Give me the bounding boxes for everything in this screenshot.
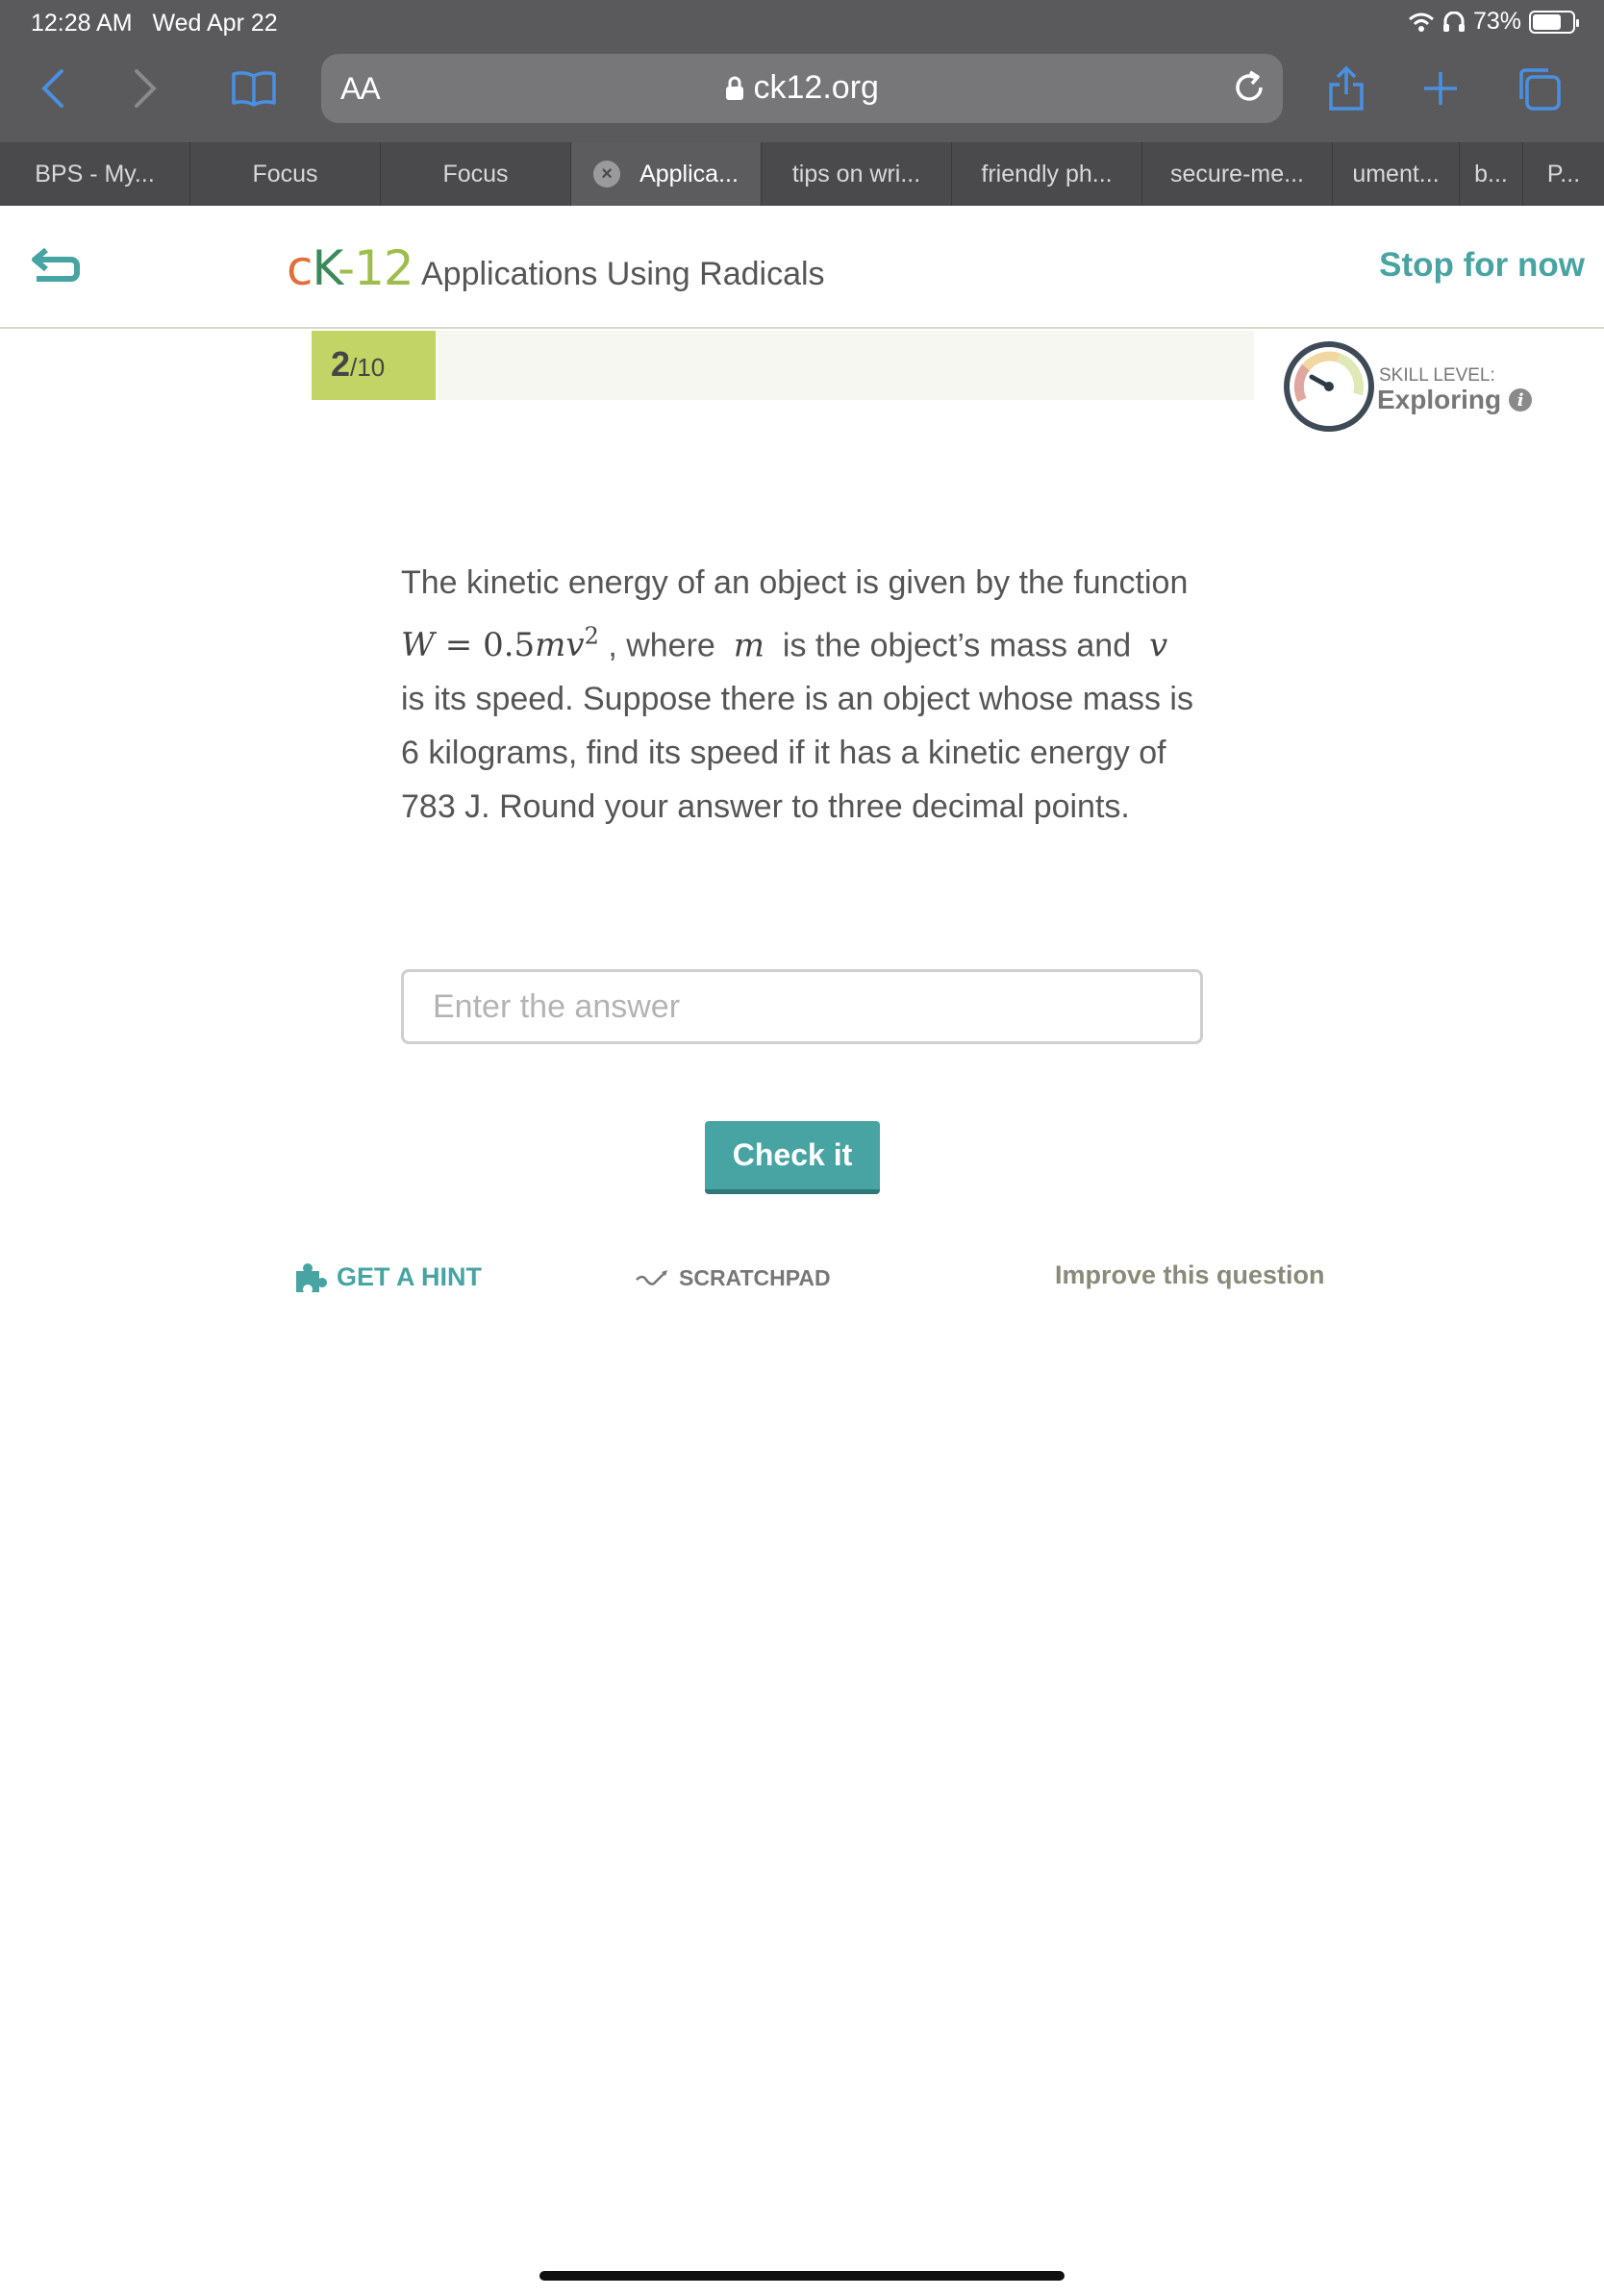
variable-m: m bbox=[733, 626, 764, 665]
tab-item[interactable] bbox=[190, 142, 381, 206]
stop-for-now-button[interactable]: Stop for now bbox=[1379, 246, 1585, 284]
tab-item[interactable] bbox=[952, 142, 1142, 206]
skill-gauge bbox=[1283, 340, 1375, 437]
improve-question-link[interactable] bbox=[1055, 1260, 1325, 1290]
ck12-logo[interactable]: cK-12 bbox=[287, 240, 414, 296]
check-it-button[interactable]: Check it bbox=[705, 1121, 880, 1194]
tab-label: P... bbox=[1546, 160, 1581, 187]
progress-current: 2 bbox=[331, 344, 351, 384]
variable-v: v bbox=[1149, 626, 1168, 665]
tab-item[interactable] bbox=[1523, 142, 1604, 206]
tab-label: secure-me... bbox=[1170, 160, 1304, 187]
tab-label: tips on wri... bbox=[791, 160, 921, 187]
bookmarks-button[interactable] bbox=[225, 60, 283, 117]
url-display[interactable] bbox=[321, 69, 1283, 107]
improve-label: Improve this question bbox=[1055, 1260, 1325, 1289]
question-part1: The kinetic energy of an object is given by the function bbox=[401, 564, 1189, 601]
address-bar[interactable] bbox=[321, 54, 1283, 123]
formula-coefficient: 0.5 bbox=[483, 626, 536, 665]
puzzle-icon bbox=[292, 1260, 327, 1294]
scratchpad-label: SCRATCHPAD bbox=[679, 1265, 831, 1290]
page-title: Applications Using Radicals bbox=[421, 256, 825, 292]
formula bbox=[401, 623, 599, 665]
get-a-hint-button[interactable] bbox=[292, 1260, 482, 1294]
url-text: ck12.org bbox=[753, 69, 879, 106]
battery-fill bbox=[1533, 14, 1561, 30]
battery-percent: 73% bbox=[1472, 8, 1521, 35]
exit-button[interactable] bbox=[29, 244, 83, 291]
question-part4: is its speed. Suppose there is an object whose mass is 6 kilograms, find its speed if it has a kinetic energy of 783 J. Round your answer to three decimal points. bbox=[401, 681, 1193, 826]
status-indicators bbox=[1408, 8, 1575, 36]
status-date-value: Wed Apr 22 bbox=[152, 10, 278, 37]
progress-bar bbox=[312, 331, 1254, 400]
plus-icon bbox=[1421, 69, 1460, 108]
headphones-icon bbox=[1442, 12, 1466, 33]
share-button[interactable] bbox=[1317, 60, 1375, 117]
tab-strip bbox=[0, 142, 1604, 206]
progress-total: /10 bbox=[350, 353, 386, 382]
progress-label bbox=[331, 344, 385, 385]
skill-level-value bbox=[1377, 385, 1532, 415]
tab-label: BPS - My... bbox=[35, 160, 155, 187]
chevron-left-icon bbox=[38, 67, 65, 110]
scratchpad-button[interactable] bbox=[635, 1265, 831, 1291]
back-button[interactable] bbox=[23, 60, 81, 117]
lock-icon bbox=[725, 76, 744, 101]
reload-icon bbox=[1229, 67, 1269, 108]
tab-item[interactable] bbox=[1333, 142, 1460, 206]
text-size-label: AA bbox=[340, 71, 380, 106]
tab-label: Focus bbox=[252, 160, 318, 187]
tab-item-active[interactable] bbox=[571, 142, 762, 206]
forward-button[interactable] bbox=[117, 60, 175, 117]
tab-item[interactable] bbox=[762, 142, 952, 206]
hint-label: GET A HINT bbox=[337, 1261, 482, 1291]
app-header bbox=[0, 206, 1604, 329]
tab-item[interactable] bbox=[0, 142, 190, 206]
tab-item[interactable] bbox=[1460, 142, 1523, 206]
formula-exponent: 2 bbox=[584, 623, 599, 650]
formula-vars: mv bbox=[535, 626, 585, 665]
chevron-right-icon bbox=[133, 67, 160, 110]
info-icon[interactable]: i bbox=[1509, 388, 1532, 412]
status-time-value: 12:28 AM bbox=[31, 10, 133, 37]
tab-label: Applica... bbox=[639, 160, 739, 187]
answer-input[interactable] bbox=[401, 969, 1203, 1044]
gauge-icon bbox=[1283, 340, 1375, 433]
tab-label: ument... bbox=[1352, 160, 1440, 187]
formula-lhs: W bbox=[401, 626, 435, 665]
question-part2: , where bbox=[608, 627, 715, 664]
tabs-icon bbox=[1516, 65, 1562, 112]
tab-item[interactable] bbox=[381, 142, 571, 206]
new-tab-button[interactable] bbox=[1412, 60, 1469, 117]
reload-button[interactable] bbox=[1229, 67, 1269, 112]
wifi-icon bbox=[1408, 12, 1435, 33]
tabs-overview-button[interactable] bbox=[1510, 60, 1567, 117]
status-time bbox=[31, 10, 278, 37]
tab-item[interactable] bbox=[1142, 142, 1333, 206]
browser-chrome bbox=[0, 0, 1604, 142]
battery-icon bbox=[1529, 11, 1575, 34]
share-icon bbox=[1327, 65, 1366, 112]
close-tab-icon[interactable]: × bbox=[593, 161, 620, 187]
skill-level-label: SKILL LEVEL: bbox=[1379, 365, 1495, 386]
tab-label: Focus bbox=[442, 160, 509, 187]
return-arrow-icon bbox=[29, 244, 83, 287]
formula-eq: = bbox=[434, 626, 484, 665]
question-part3: is the object’s mass and bbox=[782, 627, 1132, 664]
skill-level-text: Exploring bbox=[1377, 385, 1502, 414]
scribble-icon bbox=[635, 1268, 669, 1289]
question-text bbox=[401, 556, 1199, 834]
book-icon bbox=[231, 70, 277, 107]
tab-label: b... bbox=[1474, 160, 1508, 187]
tab-label: friendly ph... bbox=[981, 160, 1113, 187]
home-indicator[interactable] bbox=[539, 2271, 1065, 2281]
